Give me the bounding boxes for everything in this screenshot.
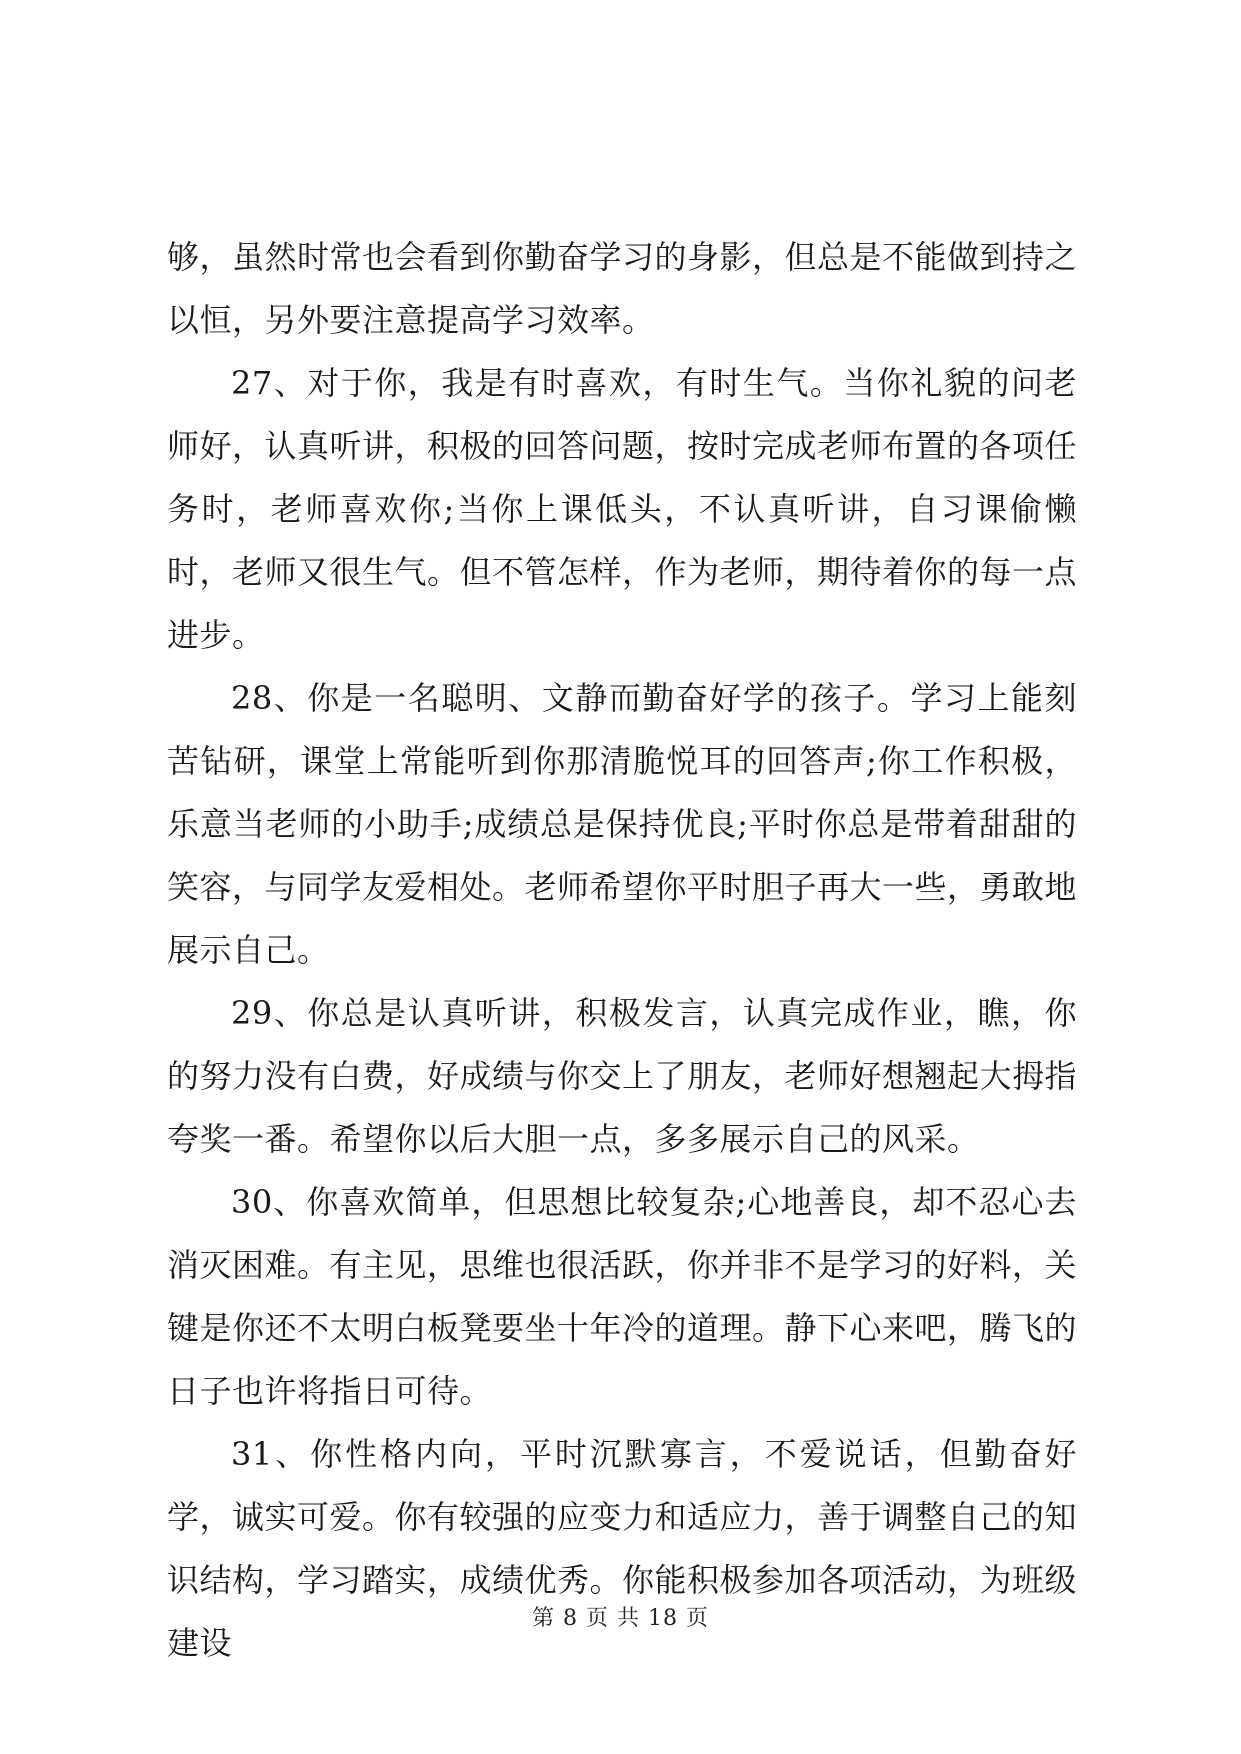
paragraph-31: 31、你性格内向，平时沉默寡言，不爱说话，但勤奋好学，诚实可爱。你有较强的应变力和适应力，善于调整自己的知识结构，学习踏实，成绩优秀。你能积极参加各项活动，为班级建设: [167, 1435, 1078, 1662]
document-body: [167, 226, 1077, 1675]
paragraph-continuation: 够，虽然时常也会看到你勤奋学习的身影，但总是不能做到持之以恒，另外要注意提高学习效率。: [167, 238, 1078, 339]
page-number-footer: 第 8 页 共 18 页: [532, 1606, 709, 1631]
paragraph-28: 28、你是一名聪明、文静而勤奋好学的孩子。学习上能刻苦钻研，课堂上常能听到你那清脆悦耳的回答声;你工作积极，乐意当老师的小助手;成绩总是保持优良;平时你总是带着甜甜的笑容，与同学友爱相处。老师希望你平时胆子再大一些，勇敢地展示自己。: [167, 679, 1078, 969]
paragraph-30: 30、你喜欢简单，但思想比较复杂;心地善良，却不忍心去消灭困难。有主见，思维也很活跃，你并非不是学习的好料，关键是你还不太明白板凳要坐十年冷的道理。静下心来吧，腾飞的日子也许将指日可待。: [167, 1183, 1078, 1410]
paragraph-29: 29、你总是认真听讲，积极发言，认真完成作业，瞧，你的努力没有白费，好成绩与你交上了朋友，老师好想翘起大拇指夸奖一番。希望你以后大胆一点，多多展示自己的风采。: [167, 994, 1078, 1158]
paragraph-27: 27、对于你，我是有时喜欢，有时生气。当你礼貌的问老师好，认真听讲，积极的回答问题，按时完成老师布置的各项任务时，老师喜欢你;当你上课低头，不认真听讲，自习课偷懒时，老师又很生气。但不管怎样，作为老师，期待着你的每一点进步。: [167, 364, 1078, 654]
